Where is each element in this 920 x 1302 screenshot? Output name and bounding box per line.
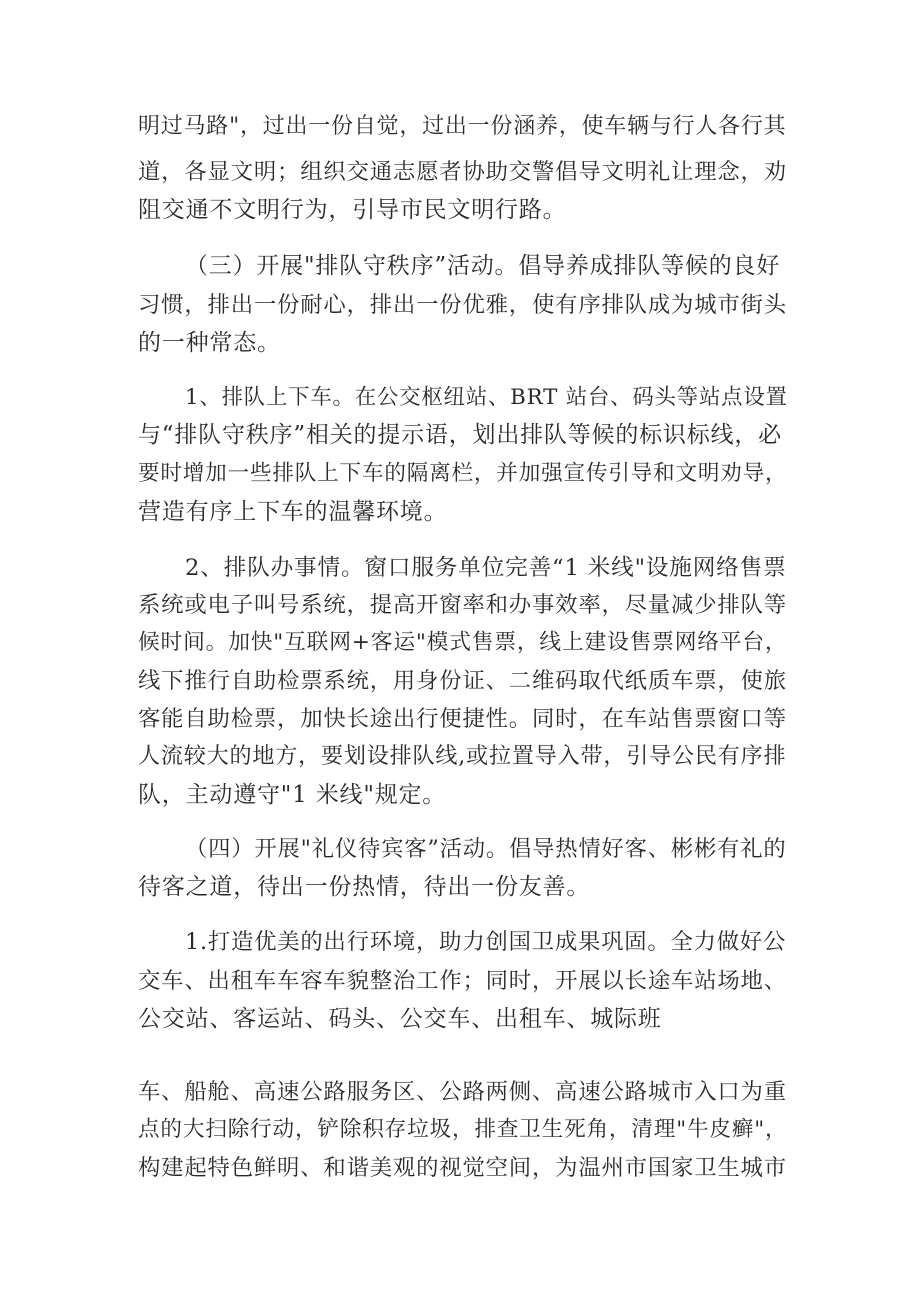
body-text-line: 客能自助检票，加快长途出行便捷性。同时，在车站售票窗口等 xyxy=(138,706,787,732)
body-text-line: 道，各显文明；组织交通志愿者协助交警倡导文明礼让理念，劝 xyxy=(138,159,787,185)
body-text-line: 习惯，排出一份耐心，排出一份优雅，使有序排队成为城市街头 xyxy=(138,292,787,318)
section-heading: （三）开展"排队守秩序”活动。倡导养成排队等候的良好 xyxy=(185,253,781,279)
item-heading: 2、排队办事情。窗口服务单位完善“1 米线"设施网络售票 xyxy=(185,555,787,581)
body-text-line: 线下推行自助检票系统，用身份证、二维码取代纸质车票，使旅 xyxy=(138,668,787,694)
body-text-line: 与“排队守秩序”相关的提示语，划出排队等候的标识标线，必 xyxy=(138,422,782,448)
body-text-line: 车、船舱、高速公路服务区、公路两侧、高速公路城市入口为重 xyxy=(138,1079,787,1105)
section-heading: （四）开展"礼仪待宾客”活动。倡导热情好客、彬彬有礼的 xyxy=(185,836,787,862)
item-heading: 1.打造优美的出行环境，助力创国卫成果巩固。全力做好公 xyxy=(185,929,787,955)
body-text-line: 人流较大的地方，要划设排队线,或拉置导入带，引导公民有序排 xyxy=(138,744,787,769)
body-text-line: 阻交通不文明行为，引导市民文明行路。 xyxy=(138,197,567,223)
item-heading: 1、排队上下车。在公交枢纽站、BRT 站台、码头等站点设置 xyxy=(185,385,788,410)
body-text-line: 构建起特色鲜明、和谐美观的视觉空间，为温州市国家卫生城市 xyxy=(138,1155,787,1181)
body-text-line: 交车、出租车车容车貌整治工作；同时，开展以长途车站场地、 xyxy=(138,968,787,994)
body-text-line: 点的大扫除行动，铲除积存垃圾，排查卫生死角，清理"牛皮癣"， xyxy=(138,1117,788,1142)
body-text-line: 候时间。加快"互联网+客运"模式售票，线上建设售票网络平台， xyxy=(138,630,788,655)
body-text-line: 营造有序上下车的温馨环境。 xyxy=(138,499,448,525)
body-text-line: 队，主动遵守"1 米线"规定。 xyxy=(138,782,447,808)
body-text-line: 的一种常态。 xyxy=(138,330,281,356)
body-text-line: 系统或电子叫号系统，提高开窗率和办事效率，尽量减少排队等 xyxy=(138,592,787,618)
body-text-line: 待客之道，待出一份热情，待出一份友善。 xyxy=(138,874,591,900)
body-text-line: 明过马路"，过出一份自觉，过出一份涵养，使车辆与行人各行其 xyxy=(138,114,787,139)
body-text-line: 公交站、客运站、码头、公交车、出租车、城际班 xyxy=(138,1006,662,1032)
body-text-line: 要时增加一些排队上下车的隔离栏，并加强宣传引导和文明劝导， xyxy=(138,461,788,486)
